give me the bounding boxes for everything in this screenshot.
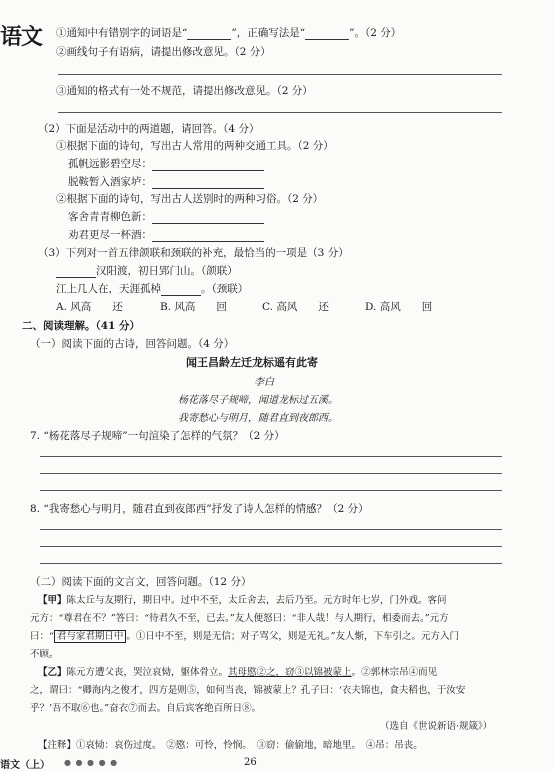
subsection-title: （二）阅读下面的文言文，回答问题。（12 分） bbox=[30, 576, 252, 588]
passage-text: 陈元方遭父丧，哭泣哀恸 bbox=[66, 667, 172, 678]
poem-line bbox=[68, 174, 264, 189]
answer-line[interactable] bbox=[40, 563, 502, 564]
subsection-title: （一）阅读下面的古诗，回答问题。（4 分） bbox=[30, 338, 235, 350]
question-2a-stem: ①根据下面的诗句，写出古人常用的两种交通工具。（2 分） bbox=[56, 140, 334, 152]
answer-line[interactable] bbox=[58, 74, 502, 75]
passage-jia-line bbox=[38, 592, 447, 606]
question-8: 8. “我寄愁心与明月，随君直到夜郎西”抒发了诗人怎样的情感？（2 分） bbox=[30, 503, 369, 515]
passage-text: ，躯体骨立。 bbox=[171, 667, 229, 678]
subject-header: 语文 bbox=[0, 25, 43, 50]
answer-line[interactable] bbox=[40, 456, 502, 457]
option-d[interactable]: D. 高风 回 bbox=[365, 301, 433, 313]
passage-text: 曰：“ bbox=[30, 631, 54, 642]
annotations: 【注释】①哀恸：哀伤过度。 ②愍：可怜，怜悯。 ③窃：偷偷地，暗地里。 ④吊：吊丧。 bbox=[38, 740, 423, 751]
passage-yi-line: 乎？’吾不取⑥也。”奋衣⑦而去。自后宾客绝百所日⑧。 bbox=[30, 703, 262, 714]
answer-blank[interactable] bbox=[187, 29, 231, 40]
page-number: 26 bbox=[244, 757, 257, 768]
answer-blank[interactable] bbox=[305, 29, 349, 40]
question-format: ③通知的格式有一处不规范，请提出修改意见。（2 分） bbox=[56, 85, 313, 97]
footer-subject: 语文（上） bbox=[0, 760, 50, 771]
option-b[interactable]: B. 风高 回 bbox=[160, 301, 227, 313]
answer-blank[interactable] bbox=[152, 178, 264, 189]
answer-blank[interactable] bbox=[152, 213, 264, 224]
poem-line bbox=[68, 227, 264, 242]
question-typo-part3: ”。（2 分） bbox=[349, 27, 402, 39]
passage-text: 。①日中不至，则是无信；对子骂父，则是无礼。”友人惭，下车引之。元方入门 bbox=[126, 631, 459, 642]
question-typo-part1: ①通知中有错别字的词语是“ bbox=[56, 27, 188, 39]
option-a[interactable]: A. 风高 还 bbox=[56, 301, 123, 313]
section-title: 二、阅读理解。（41 分） bbox=[22, 320, 141, 332]
question-3-stem: （3）下列对一首五律颌联和颈联的补充，最恰当的一项是（3 分） bbox=[38, 247, 349, 259]
question-2-stem: （2）下面是活动中的两道题，请回答。（4 分） bbox=[38, 123, 260, 135]
verse-text: 江上几人在，天涯孤棹 bbox=[56, 283, 161, 295]
answer-line[interactable] bbox=[40, 529, 502, 530]
verse-text: 汉阳渡，初日郢门山。（颌联） bbox=[96, 265, 238, 277]
decorative-dots: ● ● ● ● ● bbox=[64, 758, 119, 767]
verse-line bbox=[56, 263, 238, 278]
answer-blank[interactable] bbox=[161, 285, 201, 296]
option-c[interactable]: C. 高风 还 bbox=[262, 301, 329, 313]
answer-blank[interactable] bbox=[56, 267, 96, 278]
question-7: 7. “杨花落尽子规啼”一句渲染了怎样的气氛？（2 分） bbox=[30, 430, 285, 442]
poem-author: 李白 bbox=[254, 377, 274, 388]
passage-yi-line bbox=[38, 664, 437, 678]
poem-line-text: 孤帆远影碧空尽： bbox=[68, 158, 152, 170]
passage-jia-line: 元方：“尊君在不？”答曰：“待君久不至，已去。”友人便怒曰：“非人哉！与人期行，相委而去。”元方 bbox=[30, 613, 449, 624]
passage-text: 陈太丘与友期行，期日中。过中不至，太丘舍去，去后乃至。元方时年七岁，门外戏。客问 bbox=[66, 595, 447, 606]
verse-line bbox=[56, 281, 248, 296]
poem-line: 杨花落尽子规啼，闻道龙标过五溪。 bbox=[178, 395, 338, 406]
verse-text: 。（颈联） bbox=[201, 283, 249, 295]
underlined-sentence: 其母愍②之，窃③以锦被蒙上 bbox=[228, 667, 352, 678]
answer-line[interactable] bbox=[40, 490, 502, 491]
passage-label: 【乙】 bbox=[38, 667, 67, 678]
answer-line[interactable] bbox=[40, 473, 502, 474]
poem-line: 我寄愁心与明月，随君直到夜郎西。 bbox=[178, 413, 338, 424]
poem-title: 闻王昌龄左迁龙标遥有此寄 bbox=[186, 356, 318, 369]
question-grammar: ②画线句子有语病，请提出修改意见。（2 分） bbox=[56, 46, 271, 58]
poem-line bbox=[68, 209, 264, 224]
poem-line-text: 脱鞍暂入酒家垆： bbox=[68, 176, 152, 188]
question-typo-part2: ”，正确写法是“ bbox=[231, 27, 306, 39]
poem-line bbox=[68, 156, 264, 171]
answer-line[interactable] bbox=[40, 546, 502, 547]
passage-text: 。②郭林宗吊④而见 bbox=[351, 667, 438, 678]
passage-yi-line: 之，谓曰：“卿海内之俊才，四方是则⑤，如何当丧，锦被蒙上？孔子曰：‘衣夫锦也，食夫稻也，于汝安 bbox=[30, 685, 466, 696]
marked-phrase: 君与家君期日中 bbox=[54, 630, 127, 643]
poem-line-text: 客舍青青柳色新： bbox=[68, 211, 152, 223]
source-citation: （选自《世说新语·规箴》） bbox=[380, 721, 493, 732]
question-typo bbox=[56, 25, 401, 40]
passage-jia-line: 不顾。 bbox=[30, 649, 59, 660]
passage-jia-line bbox=[30, 628, 459, 642]
answer-line[interactable] bbox=[58, 112, 502, 113]
poem-line-text: 劝君更尽一杯酒： bbox=[68, 229, 152, 241]
answer-blank[interactable] bbox=[152, 231, 264, 242]
passage-label: 【甲】 bbox=[38, 595, 67, 606]
answer-blank[interactable] bbox=[152, 160, 264, 171]
question-2b-stem: ②根据下面的诗句，写出古人送别时的两种习俗。（2 分） bbox=[56, 193, 324, 205]
